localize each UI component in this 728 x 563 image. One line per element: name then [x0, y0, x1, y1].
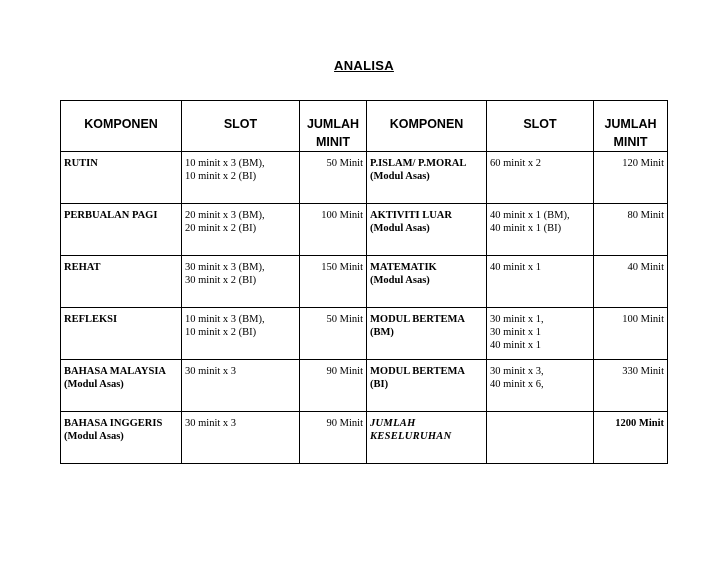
cell-komponen-b-line: MATEMATIK [370, 262, 437, 273]
header-text-line: JUMLAH [306, 117, 360, 131]
cell-komponen-a-line: RUTIN [64, 158, 98, 169]
cell-komponen-a-line: (Modul Asas) [64, 431, 124, 442]
cell-slot-a-line: 30 minit x 2 (BI) [185, 275, 257, 286]
cell-komponen-b-line: (BI) [370, 379, 389, 390]
header-komponen-a [61, 101, 182, 152]
header-text-line: MINIT [315, 135, 351, 149]
cell-jumlah-minit-a: 90 Minit [300, 412, 367, 464]
cell-slot-a [182, 152, 300, 204]
table-row [61, 256, 668, 308]
cell-slot-a-line: 30 minit x 3 (BM), [185, 262, 265, 273]
cell-slot-b [487, 204, 594, 256]
cell-komponen-a [61, 360, 182, 412]
cell-komponen-b [367, 412, 487, 464]
cell-komponen-a [61, 204, 182, 256]
cell-slot-a-line: 30 minit x 3 [185, 418, 237, 429]
header-text-line: KOMPONEN [389, 117, 464, 131]
table-row [61, 360, 668, 412]
cell-komponen-b [367, 256, 487, 308]
cell-slot-b-line: 40 minit x 1 (BM), [490, 210, 570, 221]
cell-komponen-b-line: P.ISLAM/ P.MORAL [370, 158, 467, 169]
cell-slot-a [182, 204, 300, 256]
cell-jumlah-minit-a: 100 Minit [300, 204, 367, 256]
table-row [61, 204, 668, 256]
cell-komponen-b [367, 308, 487, 360]
header-slot-b [487, 101, 594, 152]
cell-slot-a [182, 360, 300, 412]
cell-jumlah-minit-b: 40 Minit [594, 256, 668, 308]
cell-slot-a-line: 10 minit x 3 (BM), [185, 314, 265, 325]
cell-jumlah-minit-b: 120 Minit [594, 152, 668, 204]
cell-slot-b-line: 30 minit x 1 [490, 327, 542, 338]
cell-jumlah-minit-a: 150 Minit [300, 256, 367, 308]
cell-slot-a [182, 308, 300, 360]
cell-slot-b-line: 40 minit x 1 [490, 262, 542, 273]
header-jumlah-minit-a [300, 101, 367, 152]
cell-slot-b [487, 152, 594, 204]
cell-slot-b-line: 40 minit x 6, [490, 379, 544, 390]
cell-slot-a-line: 20 minit x 2 (BI) [185, 223, 257, 234]
cell-komponen-a [61, 308, 182, 360]
header-komponen-b [367, 101, 487, 152]
cell-jumlah-minit-b: 100 Minit [594, 308, 668, 360]
cell-slot-a-line: 30 minit x 3 [185, 366, 237, 377]
header-row [61, 101, 668, 152]
header-text-line: SLOT [523, 117, 557, 131]
cell-slot-b [487, 412, 594, 464]
cell-slot-b-line: 30 minit x 3, [490, 366, 544, 377]
cell-komponen-b-line: (Modul Asas) [370, 275, 430, 286]
cell-komponen-b-line: MODUL BERTEMA [370, 366, 466, 377]
analisa-table [60, 100, 668, 464]
cell-komponen-b-line: (BM) [370, 327, 394, 338]
cell-komponen-b-line: JUMLAH [370, 418, 416, 429]
cell-jumlah-minit-b: 80 Minit [594, 204, 668, 256]
header-slot-a [182, 101, 300, 152]
cell-slot-b [487, 360, 594, 412]
cell-jumlah-minit-a: 90 Minit [300, 360, 367, 412]
cell-slot-b-line: 40 minit x 1 (BI) [490, 223, 562, 234]
header-jumlah-minit-b [594, 101, 668, 152]
cell-slot-a [182, 412, 300, 464]
header-text-line: KOMPONEN [84, 117, 158, 131]
cell-komponen-a [61, 152, 182, 204]
cell-jumlah-minit-a: 50 Minit [300, 308, 367, 360]
cell-slot-b [487, 256, 594, 308]
cell-slot-b-line: 60 minit x 2 [490, 158, 542, 169]
cell-slot-a-line: 10 minit x 2 (BI) [185, 171, 257, 182]
cell-slot-b-line: 40 minit x 1 [490, 340, 542, 351]
cell-komponen-b [367, 204, 487, 256]
cell-komponen-b [367, 152, 487, 204]
cell-slot-b-line: 30 minit x 1, [490, 314, 544, 325]
cell-komponen-a-line: BAHASA MALAYSIA [64, 366, 167, 377]
cell-slot-a-line: 10 minit x 3 (BM), [185, 158, 265, 169]
cell-komponen-a-line: BAHASA INGGERIS [64, 418, 163, 429]
cell-slot-a-line: 20 minit x 3 (BM), [185, 210, 265, 221]
cell-jumlah-minit-a: 50 Minit [300, 152, 367, 204]
cell-komponen-b-line: (Modul Asas) [370, 223, 430, 234]
table-row [61, 152, 668, 204]
cell-jumlah-minit-b: 1200 Minit [594, 412, 668, 464]
cell-komponen-a-line: REHAT [64, 262, 101, 273]
cell-komponen-a [61, 256, 182, 308]
cell-slot-b [487, 308, 594, 360]
cell-komponen-b-line: MODUL BERTEMA [370, 314, 466, 325]
cell-komponen-b [367, 360, 487, 412]
cell-komponen-a [61, 412, 182, 464]
header-text-line: MINIT [613, 135, 648, 149]
cell-slot-a [182, 256, 300, 308]
cell-komponen-a-line: (Modul Asas) [64, 379, 124, 390]
cell-komponen-b-line: (Modul Asas) [370, 171, 430, 182]
table-row [61, 308, 668, 360]
cell-komponen-b-line: KESELURUHAN [370, 431, 452, 442]
header-text-line: JUMLAH [604, 117, 657, 131]
cell-komponen-b-line: AKTIVITI LUAR [370, 210, 452, 221]
table-row [61, 412, 668, 464]
cell-komponen-a-line: REFLEKSI [64, 314, 118, 325]
cell-komponen-a-line: PERBUALAN PAGI [64, 210, 158, 221]
document-title: ANALISA [334, 58, 394, 73]
header-text-line: SLOT [223, 117, 258, 131]
cell-jumlah-minit-b: 330 Minit [594, 360, 668, 412]
cell-slot-a-line: 10 minit x 2 (BI) [185, 327, 257, 338]
